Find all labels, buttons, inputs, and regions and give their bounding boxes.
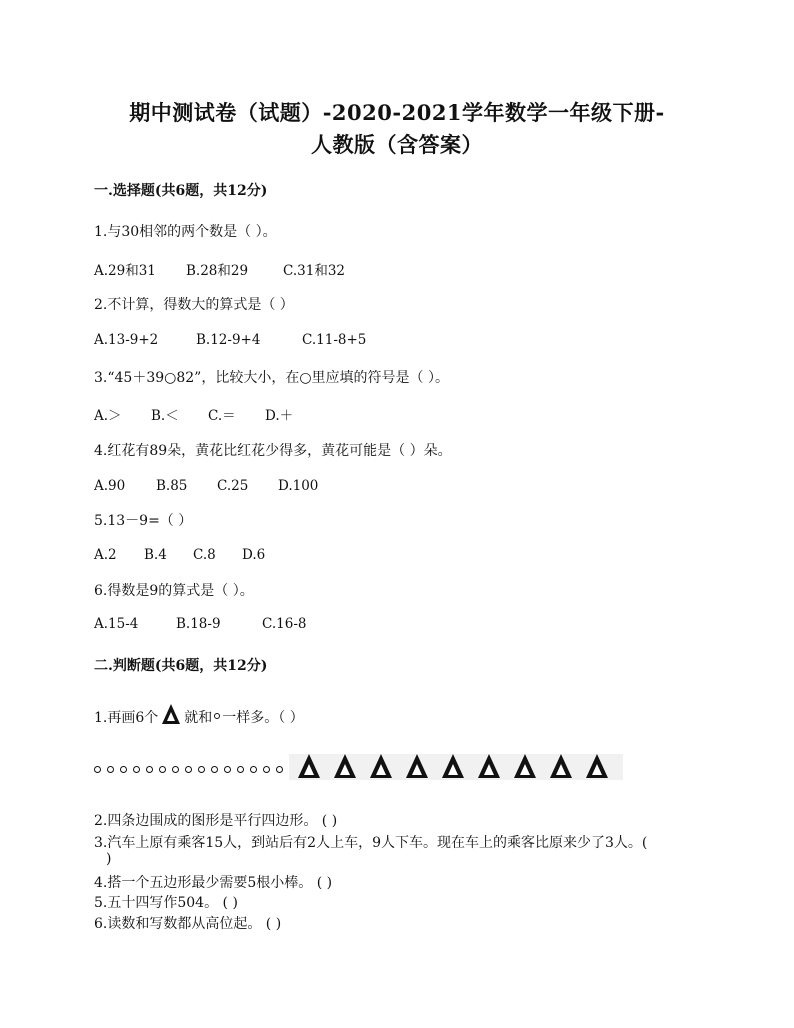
circle-icon — [107, 766, 114, 773]
triangle-icon — [586, 754, 608, 778]
options-1-5 — [94, 547, 265, 563]
option: B.18-9 — [176, 616, 221, 632]
circle-icon — [133, 766, 140, 773]
judge-q1-mid: 就和 — [184, 710, 213, 726]
option: A.2 — [94, 547, 117, 563]
question-1-1: 1.与30相邻的两个数是（ ）。 — [94, 224, 277, 240]
circle-icon — [94, 766, 101, 773]
circle-icon — [211, 766, 218, 773]
circle-icon — [214, 713, 220, 719]
option: D.100 — [278, 478, 319, 494]
circle-icon — [198, 766, 205, 773]
exam-title-line1: 期中测试卷（试题）-2020-2021学年数学一年级下册- — [129, 100, 665, 125]
option: C.16-8 — [262, 616, 307, 632]
question-1-3: 3.“45＋39○82”，比较大小，在○里应填的符号是（ ）。 — [94, 370, 449, 386]
triangle-icon — [370, 754, 392, 778]
judge-q1-post: 一样多。（ ） — [222, 710, 304, 726]
triangle-icon — [406, 754, 428, 778]
judge-question-3: 3.汽车上原有乘客15人，到站后有2人上车，9人下车。现在车上的乘客比原来少了3人。( — [94, 835, 648, 851]
circle-icon — [250, 766, 257, 773]
judge-q1-pre: 1.再画6个 — [94, 710, 159, 726]
triangle-icon — [298, 754, 320, 778]
option: C.＝ — [208, 408, 236, 424]
option: A.13-9+2 — [94, 332, 159, 348]
option: D.6 — [242, 547, 266, 563]
option: C.8 — [193, 547, 216, 563]
question-1-5: 5.13－9=（ ） — [94, 513, 193, 529]
circle-icon — [159, 766, 166, 773]
option: A.90 — [94, 478, 126, 494]
triangle-icon — [550, 754, 572, 778]
option: C.11-8+5 — [302, 332, 367, 348]
triangle-icon — [514, 754, 536, 778]
circle-icon — [237, 766, 244, 773]
option: A.15-4 — [94, 616, 139, 632]
section1-heading: 一.选择题(共6题，共12分) — [94, 183, 268, 199]
options-1-4 — [94, 478, 318, 494]
circle-icon — [263, 766, 270, 773]
options-1-3 — [94, 404, 293, 424]
circle-icon — [146, 766, 153, 773]
triangle-icon — [442, 754, 464, 778]
options-1-6 — [94, 616, 306, 632]
triangle-icon — [334, 754, 356, 778]
circle-icon — [224, 766, 231, 773]
triangle-icon — [162, 704, 180, 724]
judge-question-6: 6.读数和写数都从高位起。 ( ) — [94, 916, 282, 932]
judge-question-5: 5.五十四写作504。 ( ) — [94, 895, 238, 911]
shapes-row — [94, 752, 623, 780]
circle-icon — [172, 766, 179, 773]
option: B.＜ — [151, 408, 179, 424]
option: A.＞ — [94, 408, 122, 424]
option: D.＋ — [265, 408, 294, 424]
option: B.85 — [156, 478, 188, 494]
section2-heading: 二.判断题(共6题，共12分) — [94, 658, 268, 674]
option: A.29和31 — [94, 263, 156, 279]
circle-group — [94, 761, 289, 780]
option: C.31和32 — [283, 263, 345, 279]
triangle-icon — [478, 754, 500, 778]
judge-question-1 — [94, 704, 304, 727]
circle-icon — [276, 766, 283, 773]
question-1-4: 4.红花有89朵，黄花比红花少得多，黄花可能是（ ）朵。 — [94, 443, 452, 459]
triangle-group — [289, 754, 623, 780]
circle-icon — [185, 766, 192, 773]
option: B.28和29 — [186, 263, 249, 279]
exam-title-line2: 人教版（含答案） — [311, 132, 483, 157]
question-1-2: 2.不计算，得数大的算式是（ ） — [94, 297, 294, 313]
question-1-6: 6.得数是9的算式是（ ）。 — [94, 583, 254, 599]
circle-icon — [120, 766, 127, 773]
judge-question-4: 4.搭一个五边形最少需要5根小棒。 ( ) — [94, 875, 333, 891]
option: B.4 — [144, 547, 167, 563]
judge-question-3-cont: ) — [106, 851, 112, 867]
options-1-1 — [94, 259, 345, 279]
option: C.25 — [217, 478, 249, 494]
judge-question-2: 2.四条边围成的图形是平行四边形。 ( ) — [94, 813, 338, 829]
options-1-2 — [94, 332, 366, 348]
option: B.12-9+4 — [196, 332, 261, 348]
